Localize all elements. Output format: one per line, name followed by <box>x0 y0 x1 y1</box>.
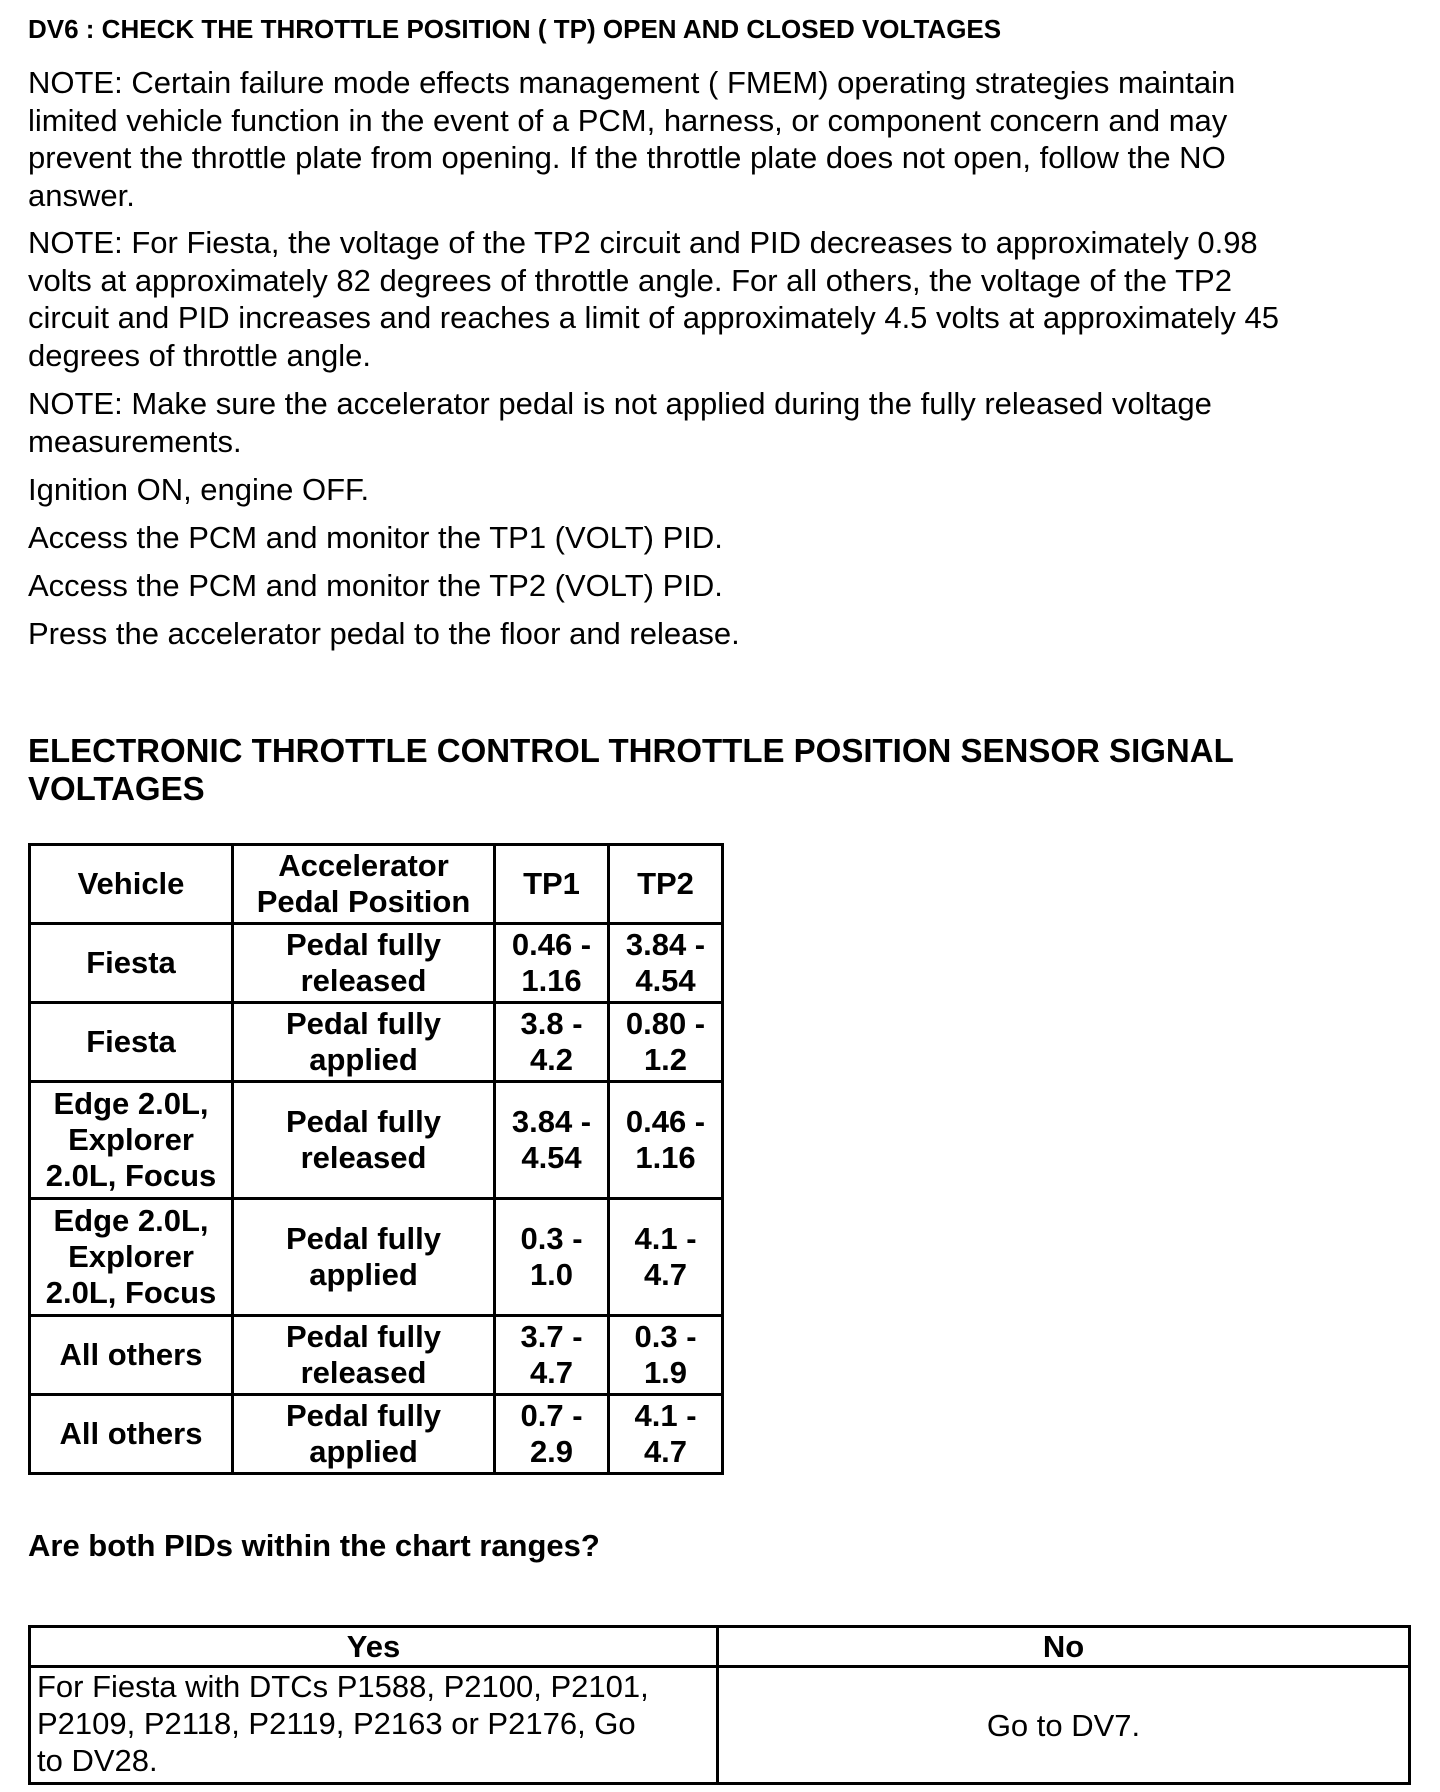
text-line: degrees of throttle angle. <box>28 337 371 373</box>
text-line: Access the PCM and monitor the TP1 (VOLT) PID. <box>28 520 723 555</box>
header-tp1: TP1 <box>495 845 609 924</box>
text-line: answer. <box>28 177 135 213</box>
instruction-tp1 <box>28 519 723 557</box>
table-row <box>30 1316 723 1395</box>
cell-pedal: Pedal fully released <box>233 1316 495 1395</box>
table-row <box>30 1395 723 1474</box>
text-line: NOTE: For Fiesta, the voltage of the TP2 circuit and PID decreases to approximately 0.98 <box>28 225 1258 260</box>
text-line: measurements. <box>28 423 242 459</box>
cell-tp1: 3.7 - 4.7 <box>495 1316 609 1395</box>
instruction-ignition <box>28 471 369 509</box>
cell-tp2: 0.3 - 1.9 <box>609 1316 723 1395</box>
answer-row <box>30 1667 1410 1784</box>
table-title <box>28 732 1234 808</box>
text-line: limited vehicle function in the event of a PCM, harness, or component concern and may <box>28 102 1228 138</box>
cell-tp2: 4.1 - 4.7 <box>609 1395 723 1474</box>
table-row <box>30 924 723 1003</box>
step-heading: DV6 : CHECK THE THROTTLE POSITION ( TP) OPEN AND CLOSED VOLTAGES <box>28 14 1002 44</box>
header-tp2: TP2 <box>609 845 723 924</box>
cell-pedal: Pedal fully released <box>233 924 495 1003</box>
instruction-tp2 <box>28 567 723 605</box>
cell-tp2: 0.80 - 1.2 <box>609 1003 723 1082</box>
cell-pedal: Pedal fully applied <box>233 1003 495 1082</box>
note-pedal-released <box>28 385 1212 460</box>
voltage-table <box>28 843 724 1475</box>
table-row <box>30 1003 723 1082</box>
cell-tp2: 0.46 - 1.16 <box>609 1082 723 1199</box>
cell-vehicle: Edge 2.0L, Explorer 2.0L, Focus <box>30 1082 233 1199</box>
text-line: circuit and PID increases and reaches a limit of approximately 4.5 volts at approximately 45 <box>28 300 1279 335</box>
header-pedal-position: Accelerator Pedal Position <box>233 845 495 924</box>
cell-tp1: 0.46 - 1.16 <box>495 924 609 1003</box>
question-text: Are both PIDs within the chart ranges? <box>28 1528 600 1563</box>
text-line: Access the PCM and monitor the TP2 (VOLT) PID. <box>28 568 723 603</box>
table-row <box>30 1082 723 1199</box>
text-line: prevent the throttle plate from opening. If the throttle plate does not open, follow the NO <box>28 140 1226 175</box>
text-line: VOLTAGES <box>28 770 205 807</box>
cell-vehicle: Fiesta <box>30 924 233 1003</box>
text-line: Press the accelerator pedal to the floor and release. <box>28 616 740 651</box>
cell-tp1: 0.3 - 1.0 <box>495 1199 609 1316</box>
instruction-press-pedal <box>28 615 740 653</box>
no-action: Go to DV7. <box>718 1667 1410 1784</box>
table-header-row <box>30 845 723 924</box>
cell-vehicle: All others <box>30 1316 233 1395</box>
header-vehicle: Vehicle <box>30 845 233 924</box>
note-fmem <box>28 64 1235 214</box>
cell-vehicle: All others <box>30 1395 233 1474</box>
cell-vehicle: Edge 2.0L, Explorer 2.0L, Focus <box>30 1199 233 1316</box>
table-row <box>30 1199 723 1316</box>
cell-tp1: 3.84 - 4.54 <box>495 1082 609 1199</box>
note-fiesta-tp2 <box>28 224 1279 374</box>
text-line: NOTE: Certain failure mode effects management ( FMEM) operating strategies maintain <box>28 65 1236 100</box>
text-line: Ignition ON, engine OFF. <box>28 472 370 507</box>
text-line: NOTE: Make sure the accelerator pedal is not applied during the fully released voltage <box>28 386 1212 421</box>
cell-tp1: 3.8 - 4.2 <box>495 1003 609 1082</box>
cell-pedal: Pedal fully applied <box>233 1199 495 1316</box>
cell-pedal: Pedal fully released <box>233 1082 495 1199</box>
cell-tp2: 3.84 - 4.54 <box>609 924 723 1003</box>
cell-tp2: 4.1 - 4.7 <box>609 1199 723 1316</box>
cell-vehicle: Fiesta <box>30 1003 233 1082</box>
yes-header: Yes <box>30 1627 718 1667</box>
yes-action: For Fiesta with DTCs P1588, P2100, P2101, P2109, P2118, P2119, P2163 or P2176, Go to DV28. <box>30 1667 718 1784</box>
answer-table <box>28 1625 1411 1785</box>
no-header: No <box>718 1627 1410 1667</box>
answer-header-row <box>30 1627 1410 1667</box>
text-line: volts at approximately 82 degrees of throttle angle. For all others, the voltage of the TP2 <box>28 262 1232 298</box>
cell-tp1: 0.7 - 2.9 <box>495 1395 609 1474</box>
cell-pedal: Pedal fully applied <box>233 1395 495 1474</box>
text-line: ELECTRONIC THROTTLE CONTROL THROTTLE POSITION SENSOR SIGNAL <box>28 732 1234 769</box>
